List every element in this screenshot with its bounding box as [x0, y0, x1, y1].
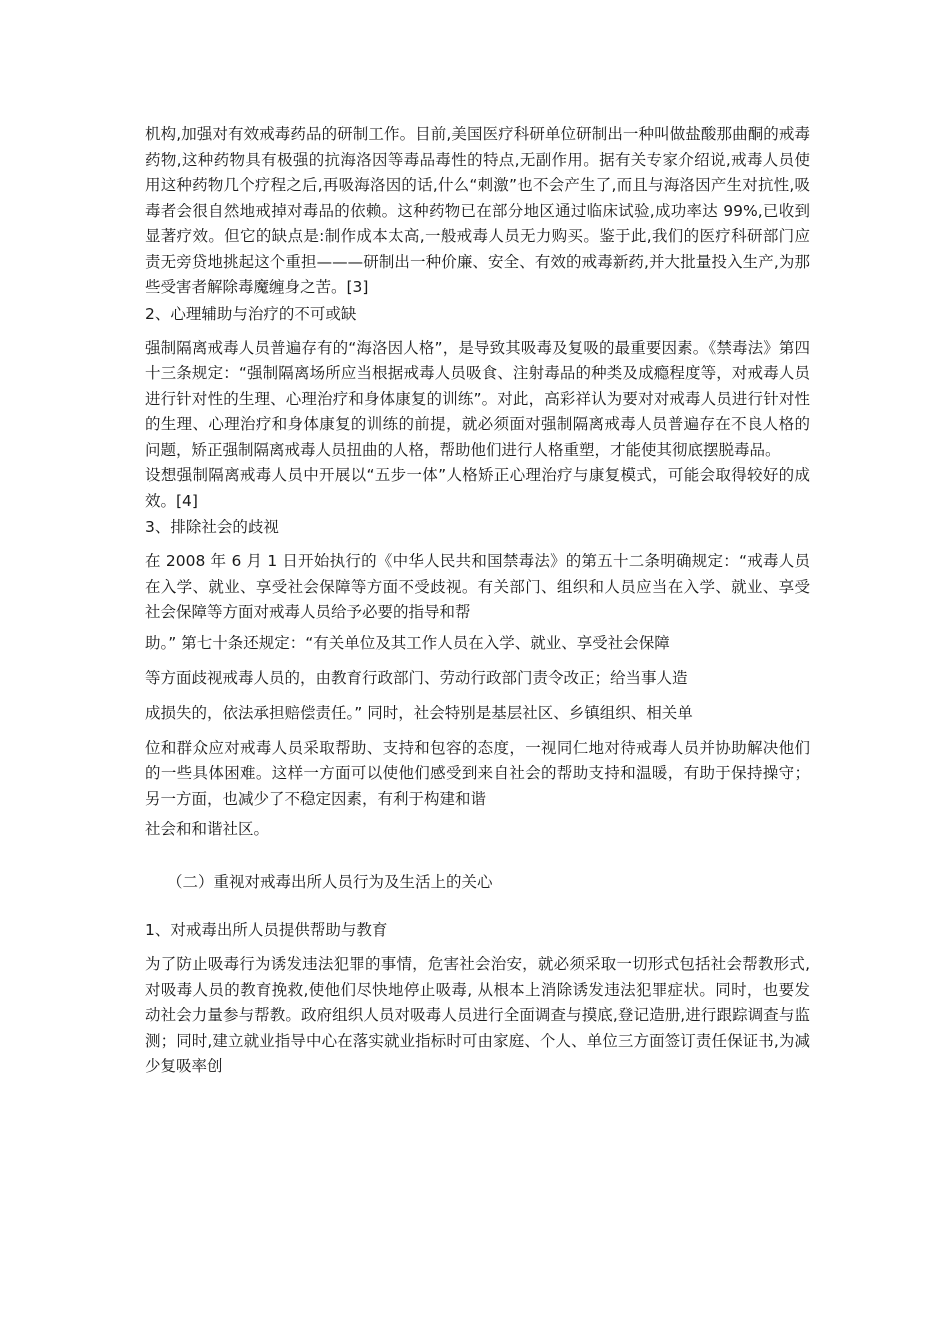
section-heading-released-persons: （二）重视对戒毒出所人员行为及生活上的关心 — [167, 873, 493, 891]
heading-help-and-education: 1、对戒毒出所人员提供帮助与教育 — [145, 921, 388, 939]
document-page — [145, 122, 810, 1080]
heading-psychological-treatment: 2、心理辅助与治疗的不可或缺 — [145, 304, 357, 323]
paragraph-harmonious-community: 社会和和谐社区。 — [145, 820, 270, 838]
heading-eliminate-discrimination: 3、排除社会的歧视 — [145, 518, 279, 536]
paragraph-heroin-personality: 强制隔离戒毒人员普遍存有的“海洛因人格”，是导致其吸毒及复吸的最重要因素。《禁毒法》第四十三条规定：“强制隔离场所应当根据戒毒人员吸食、注射毒品的种类及成瘾程度等，对戒毒人员进行针对性的生理、心理治疗和身体康复的训练”。对此，高彩祥认为要对对戒毒人员进行针对性的生理、心理治疗和身体康复的训练的前提，就必须面对强制隔离戒毒人员普遍存在不良人格的问题，矫正强制隔离戒毒人员扭曲的人格，帮助他们进行人格重塑，才能使其彻底摆脱毒品。 — [145, 338, 810, 459]
paragraph-line-compensation: 成损失的，依法承担赔偿责任。” 同时，社会特别是基层社区、乡镇组织、相关单 — [145, 703, 693, 722]
paragraph-five-step-model: 设想强制隔离戒毒人员中开展以“五步一体”人格矫正心理治疗与康复模式，可能会取得较好的成效。[4] — [145, 466, 810, 510]
paragraph-social-assistance: 为了防止吸毒行为诱发违法犯罪的事情，危害社会治安，就必须采取一切形式包括社会帮教形式,对吸毒人员的教育挽救,使他们尽快地停止吸毒, 从根本上消除诱发违法犯罪症状。同时，也要发动社会力量参与帮教。政府组织人员对吸毒人员进行全面调查与摸底,登记造册,进行跟踪调查与监测；同时,建立就业指导中心在落实就业指标时可由家庭、个人、单位三方面签订责任保证书,为减少复吸率创 — [145, 955, 810, 1075]
paragraph-drug-research: 机构,加强对有效戒毒药品的研制工作。目前,美国医疗科研单位研制出一种叫做盐酸那曲酮的戒毒药物,这种药物具有极强的抗海洛因等毒品毒性的特点,无副作用。据有关专家介绍说,戒毒人员使用这种药物几个疗程之后,再吸海洛因的话,什么“刺激”也不会产生了,而且与海洛因产生对抗性,吸毒者会很自然地戒掉对毒品的依赖。这种药物已在部分地区通过临床试验,成功率达 99%,已收到显著疗效。但它的缺点是:制作成本太高,一般戒毒人员无力购买。鉴于此,我们的医疗科研部门应责无旁贷地挑起这个重担———研制出一种价廉、安全、有效的戒毒新药,并大批量投入生产,为那些受害者解除毒魔缠身之苦。[3] — [145, 125, 810, 296]
paragraph-line-discrimination: 等方面歧视戒毒人员的，由教育行政部门、劳动行政部门责令改正；给当事人造 — [145, 668, 688, 687]
paragraph-community-support: 位和群众应对戒毒人员采取帮助、支持和包容的态度，一视同仁地对待戒毒人员并协助解决他们的一些具体困难。这样一方面可以使他们感受到来自社会的帮助支持和温暖，有助于保持操守；另一方面，也减少了不稳定因素，有利于构建和谐 — [145, 738, 810, 808]
paragraph-line-article-70: 助。” 第七十条还规定：“有关单位及其工作人员在入学、就业、享受社会保障 — [145, 633, 670, 652]
paragraph-law-article-52: 在 2008 年 6 月 1 日开始执行的《中华人民共和国禁毒法》的第五十二条明确规定：“戒毒人员在入学、就业、享受社会保障等方面不受歧视。有关部门、组织和人员应当在入学、就业、享受社会保障等方面对戒毒人员给予必要的指导和帮 — [145, 552, 810, 621]
